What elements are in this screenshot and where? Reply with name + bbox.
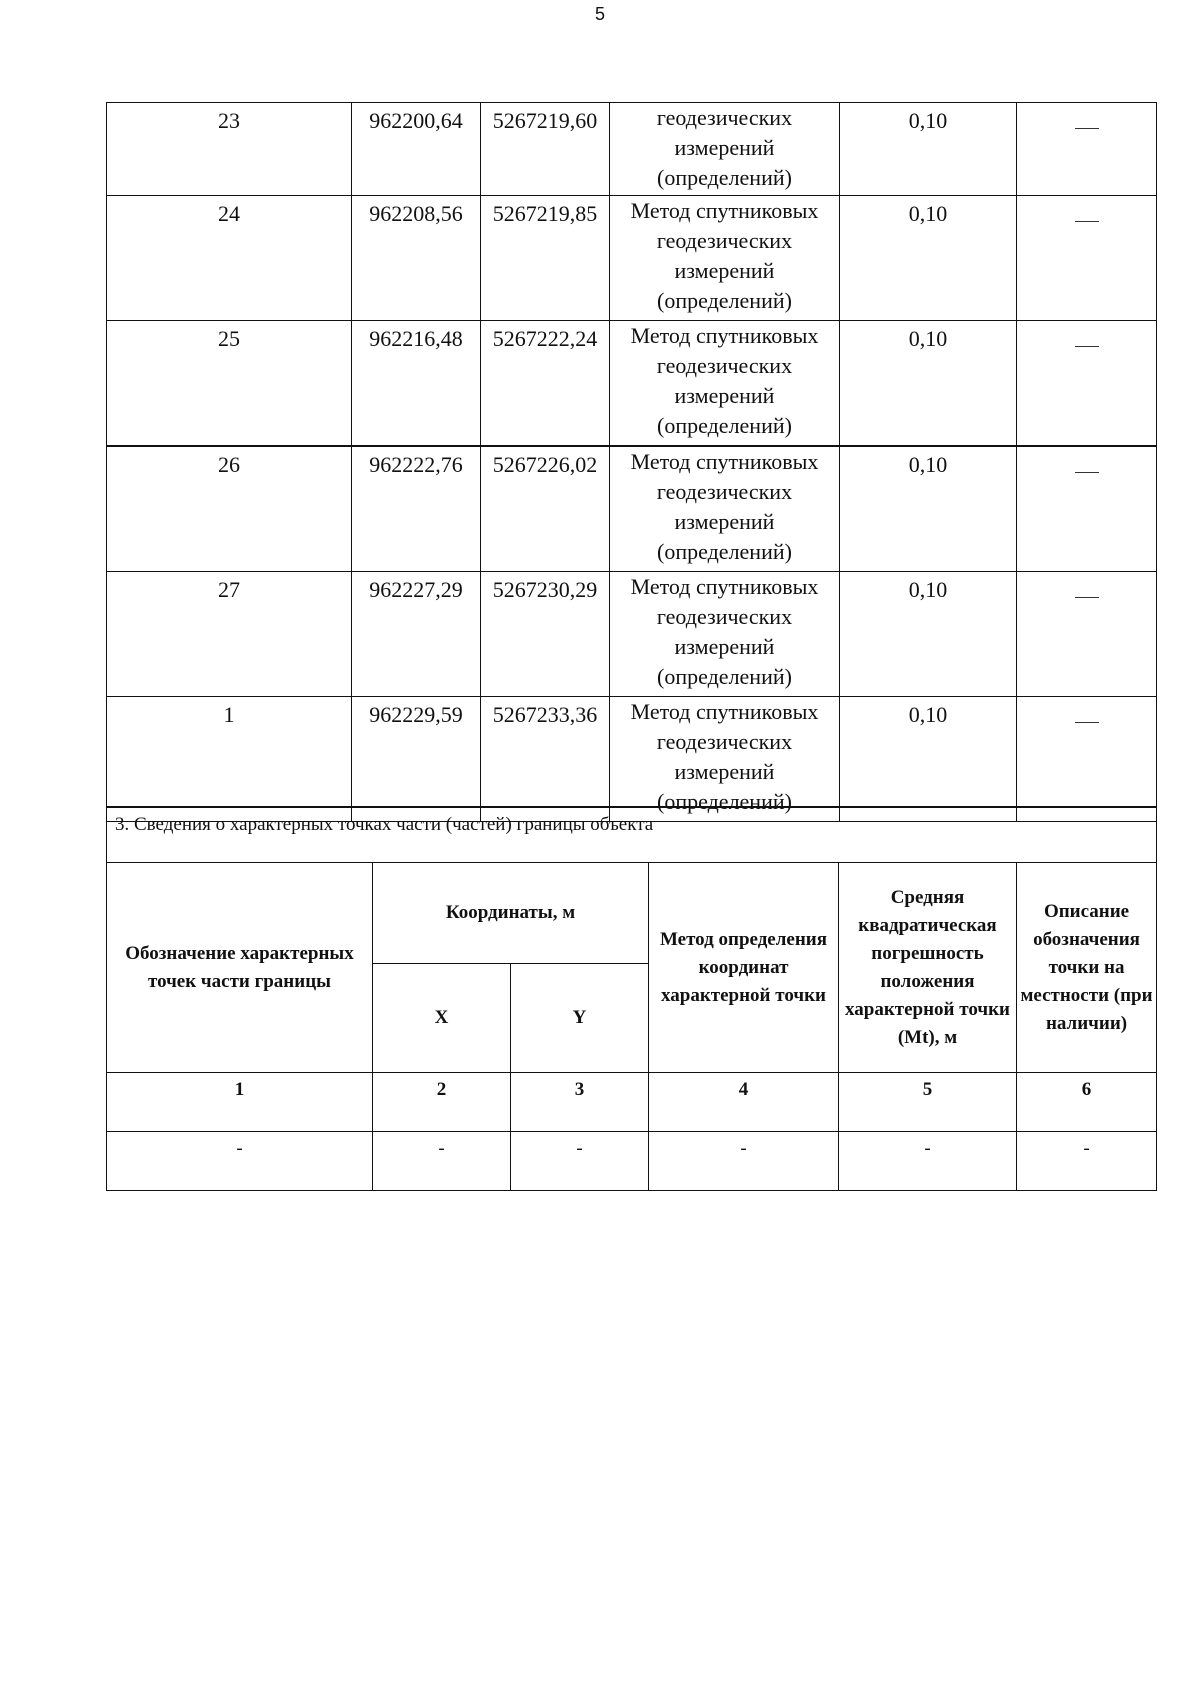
dash-mark	[1075, 472, 1099, 473]
column-number: 6	[1017, 1073, 1157, 1132]
method-line: (определений)	[657, 288, 792, 313]
dash-mark	[1075, 597, 1099, 598]
description-cell	[1017, 103, 1157, 196]
method-line: измерений	[674, 135, 775, 160]
x-coordinate-cell: 962200,64	[352, 103, 481, 196]
method-cell	[610, 196, 840, 321]
method-line: (определений)	[657, 413, 792, 438]
empty-data-row	[107, 1132, 1157, 1191]
points-table-body	[107, 103, 1157, 822]
description-cell	[1017, 697, 1157, 822]
mt-cell: 0,10	[840, 196, 1017, 321]
header-x: X	[373, 964, 511, 1073]
y-coordinate-cell: 5267222,24	[481, 321, 610, 447]
column-number: 5	[839, 1073, 1017, 1132]
point-number-cell: 27	[107, 572, 352, 697]
method-line: измерений	[674, 759, 775, 784]
empty-cell: -	[649, 1132, 839, 1191]
mt-cell: 0,10	[840, 103, 1017, 196]
dash-mark	[1075, 722, 1099, 723]
column-number: 4	[649, 1073, 839, 1132]
page-number: 5	[594, 4, 605, 24]
method-cell	[610, 697, 840, 822]
boundary-points-table	[106, 102, 1157, 822]
dash-mark	[1075, 221, 1099, 222]
description-cell	[1017, 196, 1157, 321]
method-line: измерений	[674, 258, 775, 283]
empty-cell: -	[373, 1132, 511, 1191]
point-number-cell: 23	[107, 103, 352, 196]
mt-cell: 0,10	[840, 446, 1017, 572]
empty-cell: -	[1017, 1132, 1157, 1191]
y-coordinate-cell: 5267219,60	[481, 103, 610, 196]
x-coordinate-cell: 962208,56	[352, 196, 481, 321]
header-method: Метод определения координат характерной точки	[649, 863, 839, 1073]
table-row	[107, 321, 1157, 447]
method-line: Метод спутниковых	[630, 449, 819, 474]
point-number-cell: 24	[107, 196, 352, 321]
y-coordinate-cell: 5267230,29	[481, 572, 610, 697]
column-number: 3	[511, 1073, 649, 1132]
method-line: геодезических	[656, 729, 793, 754]
x-coordinate-cell: 962222,76	[352, 446, 481, 572]
mt-cell: 0,10	[840, 572, 1017, 697]
method-line: измерений	[674, 509, 775, 534]
point-number-cell: 25	[107, 321, 352, 447]
method-line: измерений	[674, 634, 775, 659]
table-row	[107, 572, 1157, 697]
empty-cell: -	[107, 1132, 373, 1191]
method-cell	[610, 446, 840, 572]
header-coordinates: Координаты, м	[373, 863, 649, 964]
method-line: геодезических	[656, 228, 793, 253]
method-cell	[610, 321, 840, 447]
method-line: (определений)	[657, 789, 792, 814]
section3-title: 3. Сведения о характерных точках части (частей) границы объекта	[107, 807, 1157, 863]
header-description: Описание обозначения точки на местности (при наличии)	[1017, 863, 1157, 1073]
method-line: геодезических	[656, 353, 793, 378]
x-coordinate-cell: 962229,59	[352, 697, 481, 822]
dash-mark	[1075, 128, 1099, 129]
method-line: геодезических	[656, 604, 793, 629]
header-designation: Обозначение характерных точек части границы	[107, 863, 373, 1073]
column-numbers-row	[107, 1073, 1157, 1132]
method-line: Метод спутниковых	[630, 198, 819, 223]
header-error: Средняя квадратическая погрешность положения характерной точки (Mt), м	[839, 863, 1017, 1073]
method-line: (определений)	[657, 539, 792, 564]
description-cell	[1017, 321, 1157, 447]
y-coordinate-cell: 5267233,36	[481, 697, 610, 822]
method-line: геодезических	[656, 479, 793, 504]
dash-mark	[1075, 346, 1099, 347]
x-coordinate-cell: 962227,29	[352, 572, 481, 697]
empty-cell: -	[511, 1132, 649, 1191]
y-coordinate-cell: 5267219,85	[481, 196, 610, 321]
method-line: (определений)	[657, 165, 792, 190]
table-row	[107, 103, 1157, 196]
x-coordinate-cell: 962216,48	[352, 321, 481, 447]
method-line: измерений	[674, 383, 775, 408]
table-row	[107, 446, 1157, 572]
table-row	[107, 697, 1157, 822]
method-line: геодезических	[656, 105, 793, 130]
mt-cell: 0,10	[840, 697, 1017, 822]
method-line: Метод спутниковых	[630, 323, 819, 348]
point-number-cell: 1	[107, 697, 352, 822]
column-number: 2	[373, 1073, 511, 1132]
point-number-cell: 26	[107, 446, 352, 572]
method-line: Метод спутниковых	[630, 574, 819, 599]
section3-table	[106, 806, 1157, 1191]
table-row	[107, 196, 1157, 321]
method-cell	[610, 572, 840, 697]
y-coordinate-cell: 5267226,02	[481, 446, 610, 572]
method-line: (определений)	[657, 664, 792, 689]
column-number: 1	[107, 1073, 373, 1132]
method-line: Метод спутниковых	[630, 699, 819, 724]
header-y: Y	[511, 964, 649, 1073]
empty-cell: -	[839, 1132, 1017, 1191]
method-cell	[610, 103, 840, 196]
mt-cell: 0,10	[840, 321, 1017, 447]
description-cell	[1017, 572, 1157, 697]
description-cell	[1017, 446, 1157, 572]
